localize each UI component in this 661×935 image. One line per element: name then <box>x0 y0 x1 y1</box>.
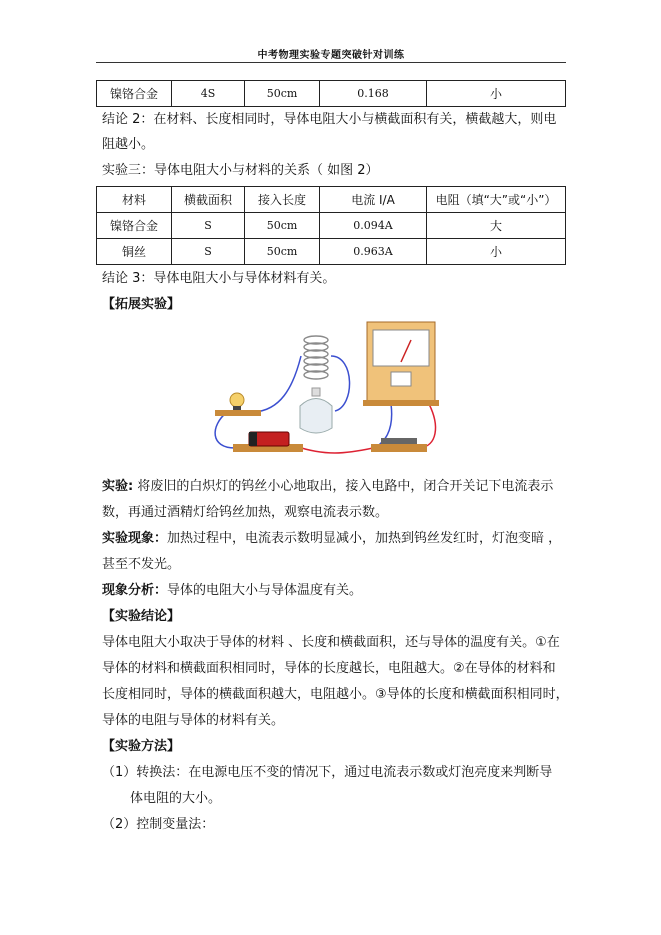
conclusion-line: 导体电阻大小取决于导体的材料 、长度和横截面积，还与导体的温度有关。①在 <box>102 635 560 650</box>
table-cell: 小 <box>427 81 566 107</box>
experiment-3-title: 实验三：导体电阻大小与材料的关系（ 如图 2） <box>102 163 379 178</box>
table-cell: S <box>172 239 245 265</box>
wire-blue <box>215 412 235 448</box>
analysis-text: 导体的电阻大小与导体温度有关。 <box>167 583 363 598</box>
wire-red <box>420 404 435 448</box>
conclusion-line: 导体的材料和横截面积相同时，导体的长度越长，电阻越大。②在导体的材料和 <box>102 661 556 676</box>
table-cell: 镍铬合金 <box>97 81 172 107</box>
table-cell: 50cm <box>245 213 320 239</box>
phenomenon-text: 加热过程中，电流表示数明显减小，加热到钨丝发红时，灯泡变暗 ， <box>167 531 562 546</box>
bulb-socket <box>233 406 241 410</box>
table-header-cell: 材料 <box>97 187 172 213</box>
conclusion-2-line1: 结论 2：在材料、长度相同时，导体电阻大小与横截面积有关，横截越大，则电 <box>102 112 557 127</box>
conclusion-line: 长度相同时，导体的横截面积越大，电阻越小。③导体的长度和横截面积相同时， <box>102 687 569 702</box>
bulb-base-board <box>215 410 261 416</box>
conclusion-line: 导体的电阻与导体的材料有关。 <box>102 713 285 728</box>
method-2: （2）控制变量法： <box>102 817 215 832</box>
analysis-line <box>102 582 362 600</box>
wire-blue <box>253 356 301 412</box>
table-cell: 铜丝 <box>97 239 172 265</box>
table-row <box>97 239 566 265</box>
method-1-line2: 体电阻的大小。 <box>130 791 222 806</box>
phenomenon-label: 实验现象： <box>102 531 168 546</box>
method-1-line1: （1）转换法：在电源电压不变的情况下，通过电流表示数或灯泡亮度来判断导 <box>102 765 553 780</box>
table-header-row <box>97 187 566 213</box>
ammeter-base <box>363 400 439 406</box>
table-2 <box>96 186 566 265</box>
circuit-illustration <box>205 316 445 464</box>
switch-board <box>371 444 427 452</box>
conclusion-heading: 【实验结论】 <box>102 609 181 624</box>
wire-red <box>295 446 373 453</box>
ammeter-knob <box>391 372 411 386</box>
light-bulb <box>230 393 244 407</box>
table-cell: 0.168 <box>320 81 427 107</box>
lamp-wick <box>312 388 320 396</box>
method-heading: 【实验方法】 <box>102 739 181 754</box>
alcohol-lamp <box>300 399 332 434</box>
table-cell: 50cm <box>245 81 320 107</box>
table-header-cell: 横截面积 <box>172 187 245 213</box>
table-header-cell: 电流 I/A <box>320 187 427 213</box>
analysis-label: 现象分析： <box>102 583 168 598</box>
wire-blue <box>331 356 350 411</box>
conclusion-2-line2: 阻越小。 <box>102 137 155 152</box>
table-cell: 50cm <box>245 239 320 265</box>
experiment-label: 实验: <box>102 479 134 494</box>
table-cell: 0.094A <box>320 213 427 239</box>
table-cell: S <box>172 213 245 239</box>
battery-cap <box>249 432 257 446</box>
table-header-cell: 接入长度 <box>245 187 320 213</box>
table-cell: 大 <box>427 213 566 239</box>
header-divider <box>96 62 566 63</box>
table-1 <box>96 80 566 107</box>
tungsten-coil <box>304 336 328 379</box>
table-row <box>97 213 566 239</box>
conclusion-3: 结论 3：导体电阻大小与导体材料有关。 <box>102 271 336 286</box>
page-header: 中考物理实验专题突破针对训练 <box>257 50 405 61</box>
phenomenon-line1 <box>102 530 561 548</box>
table-cell: 小 <box>427 239 566 265</box>
experiment-line1 <box>102 478 553 496</box>
table-header-cell: 电阻（填“大”或“小”） <box>427 187 566 213</box>
experiment-text: 将废旧的白炽灯的钨丝小心地取出，接入电路中，闭合开关记下电流表示 <box>133 479 554 494</box>
table-cell: 0.963A <box>320 239 427 265</box>
phenomenon-line2: 甚至不发光。 <box>102 557 181 572</box>
table-row <box>97 81 566 107</box>
table-cell: 镍铬合金 <box>97 213 172 239</box>
experiment-line2: 数，再通过酒精灯给钨丝加热，观察电流表示数。 <box>102 505 389 520</box>
switch <box>381 438 417 444</box>
extension-heading: 【拓展实验】 <box>102 297 181 312</box>
table-cell: 4S <box>172 81 245 107</box>
